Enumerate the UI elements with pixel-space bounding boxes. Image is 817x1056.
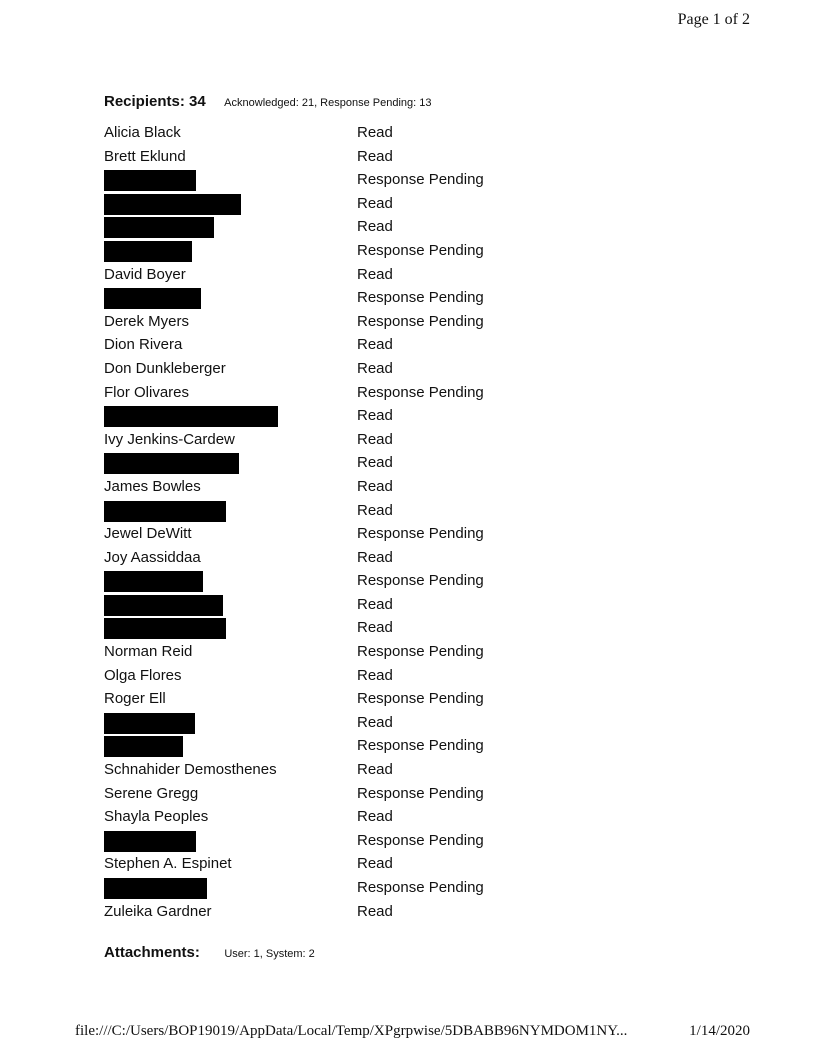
recipient-name: Derek Myers — [104, 312, 190, 330]
recipient-status: Response Pending — [357, 312, 484, 330]
recipient-status: Read — [357, 548, 393, 566]
recipient-row — [104, 546, 664, 570]
recipient-name: Olga Flores — [104, 666, 182, 684]
recipient-row — [104, 215, 664, 239]
recipient-status: Read — [357, 761, 393, 779]
recipient-status: Read — [357, 619, 393, 637]
recipient-name: Norman Reid — [104, 643, 193, 661]
recipient-status: Read — [357, 454, 393, 472]
recipient-name: Joy Aassiddaa — [104, 548, 201, 566]
page-footer — [75, 1023, 750, 1040]
redaction-bar — [104, 170, 196, 191]
recipient-row — [104, 782, 664, 806]
redaction-bar — [104, 217, 214, 238]
redaction-bar — [104, 618, 226, 639]
recipient-status: Read — [357, 855, 393, 873]
recipient-status: Read — [357, 124, 393, 141]
recipient-row — [104, 192, 664, 216]
recipient-name: Ivy Jenkins-Cardew — [104, 430, 235, 448]
recipient-status: Response Pending — [357, 643, 484, 661]
recipient-status: Response Pending — [357, 831, 484, 849]
acknowledgement-summary: Acknowledged: 21, Response Pending: 13 — [224, 97, 432, 109]
redaction-bar — [104, 878, 207, 899]
recipient-row — [104, 310, 664, 334]
attachments-detail: User: 1, System: 2 — [224, 948, 315, 960]
recipient-status: Response Pending — [357, 737, 484, 755]
recipient-name: Alicia Black — [104, 124, 181, 141]
page-number: Page 1 of 2 — [677, 11, 750, 28]
recipient-status: Read — [357, 147, 393, 165]
recipient-status: Read — [357, 666, 393, 684]
recipient-row — [104, 428, 664, 452]
recipient-row — [104, 616, 664, 640]
recipient-name: Shayla Peoples — [104, 808, 209, 826]
recipient-row — [104, 593, 664, 617]
recipient-status: Read — [357, 902, 393, 920]
recipient-row — [104, 711, 664, 735]
recipient-status: Response Pending — [357, 690, 484, 708]
recipient-status: Read — [357, 218, 393, 236]
recipient-status: Read — [357, 265, 393, 283]
recipient-name: David Boyer — [104, 265, 186, 283]
recipient-row — [104, 333, 664, 357]
recipient-status: Read — [357, 501, 393, 519]
recipient-row — [104, 569, 664, 593]
recipient-name: Dion Rivera — [104, 336, 183, 354]
recipient-name: Zuleika Gardner — [104, 902, 212, 920]
recipients-summary — [104, 93, 432, 111]
recipient-row — [104, 381, 664, 405]
recipient-status: Response Pending — [357, 784, 484, 802]
recipient-status: Read — [357, 194, 393, 212]
print-date: 1/14/2020 — [689, 1023, 750, 1039]
recipient-row — [104, 900, 664, 924]
recipient-status: Read — [357, 336, 393, 354]
redaction-bar — [104, 241, 192, 262]
recipient-row — [104, 876, 664, 900]
recipients-count-label: Recipients: 34 — [104, 93, 206, 110]
redaction-bar — [104, 453, 239, 474]
recipient-status: Read — [357, 359, 393, 377]
recipient-status: Response Pending — [357, 289, 484, 307]
recipient-row — [104, 168, 664, 192]
recipient-status: Read — [357, 595, 393, 613]
attachments-summary — [104, 944, 315, 962]
recipient-row — [104, 239, 664, 263]
redaction-bar — [104, 595, 223, 616]
recipient-row — [104, 451, 664, 475]
recipient-row — [104, 758, 664, 782]
file-path: file:///C:/Users/BOP19019/AppData/Local/Temp/XPgrpwise/5DBABB96NYMDOM1NY... — [75, 1023, 628, 1039]
recipient-status: Response Pending — [357, 241, 484, 259]
redaction-bar — [104, 288, 201, 309]
recipient-name: Schnahider Demosthenes — [104, 761, 277, 779]
recipient-name: Jewel DeWitt — [104, 525, 192, 543]
recipient-row — [104, 499, 664, 523]
recipient-row — [104, 687, 664, 711]
recipient-row — [104, 121, 664, 145]
recipient-name: Serene Gregg — [104, 784, 199, 802]
recipient-status: Read — [357, 430, 393, 448]
recipient-row — [104, 640, 664, 664]
recipient-name: Don Dunkleberger — [104, 359, 226, 377]
recipient-row — [104, 357, 664, 381]
recipient-list — [104, 121, 664, 923]
recipient-name: Stephen A. Espinet — [104, 855, 232, 873]
recipient-status: Response Pending — [357, 171, 484, 189]
recipient-status: Response Pending — [357, 525, 484, 543]
recipient-row — [104, 734, 664, 758]
redaction-bar — [104, 736, 183, 757]
recipient-status: Response Pending — [357, 572, 484, 590]
recipient-status: Read — [357, 407, 393, 425]
recipient-name: James Bowles — [104, 477, 201, 495]
recipient-row — [104, 829, 664, 853]
redaction-bar — [104, 831, 196, 852]
recipient-row — [104, 805, 664, 829]
recipient-status: Read — [357, 477, 393, 495]
recipient-name: Flor Olivares — [104, 383, 190, 401]
recipient-row — [104, 522, 664, 546]
redaction-bar — [104, 501, 226, 522]
recipient-row — [104, 475, 664, 499]
redaction-bar — [104, 571, 203, 592]
recipient-status: Read — [357, 808, 393, 826]
recipient-row — [104, 286, 664, 310]
recipient-name: Brett Eklund — [104, 147, 186, 165]
redaction-bar — [104, 194, 241, 215]
recipient-status: Response Pending — [357, 879, 484, 896]
recipient-row — [104, 852, 664, 876]
recipient-row — [104, 263, 664, 287]
recipient-status: Read — [357, 713, 393, 731]
recipient-row — [104, 664, 664, 688]
recipient-row — [104, 145, 664, 169]
attachments-label: Attachments: — [104, 944, 200, 961]
recipient-status: Response Pending — [357, 383, 484, 401]
redaction-bar — [104, 713, 195, 734]
recipient-row — [104, 404, 664, 428]
redaction-bar — [104, 406, 278, 427]
recipient-name: Roger Ell — [104, 690, 166, 708]
